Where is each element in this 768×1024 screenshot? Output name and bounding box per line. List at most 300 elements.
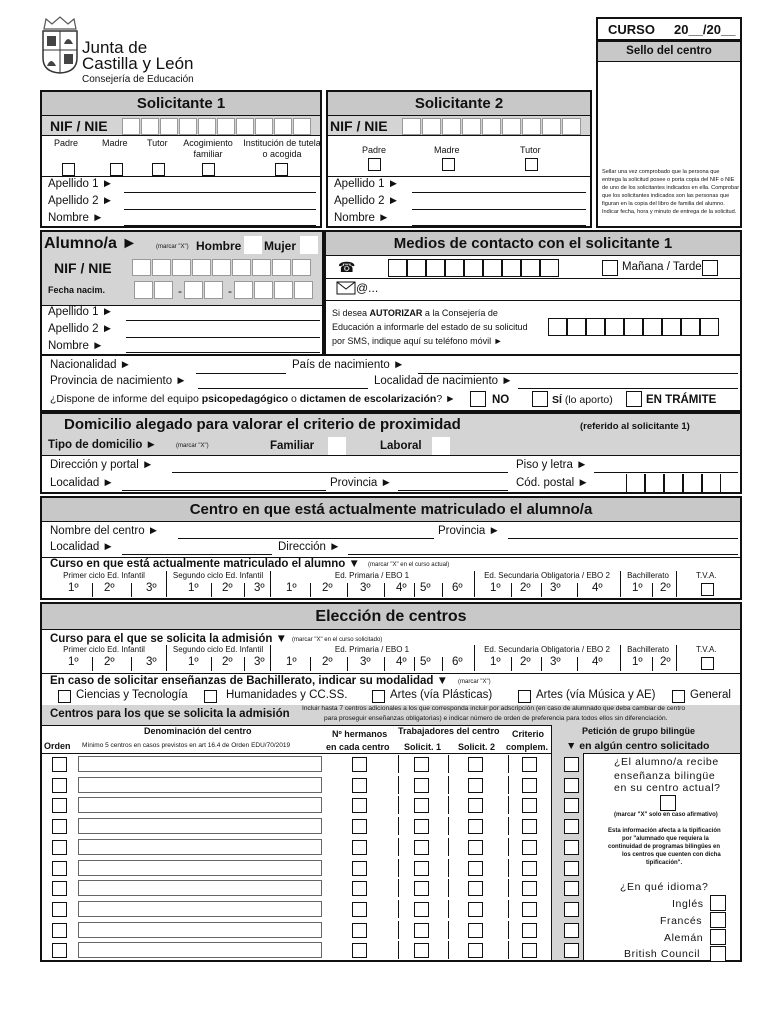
col-solicit-2: Solicit. 2	[458, 742, 496, 752]
solicit1-checkbox[interactable]	[414, 902, 429, 917]
localidad-field[interactable]	[122, 490, 326, 491]
sello-title: Sello del centro	[598, 42, 740, 62]
department: Consejería de Educación	[82, 74, 194, 85]
curso-option-g4-4[interactable]: 4º	[592, 582, 603, 594]
apellido2-label: Apellido 2 ►	[334, 195, 400, 207]
nif-cell[interactable]	[255, 118, 273, 135]
sms-phone-cell[interactable]	[681, 318, 700, 336]
role-tutor: Tutor	[520, 145, 541, 155]
nif-cell[interactable]	[274, 118, 292, 135]
curso-option-g3-4[interactable]: 4º	[396, 656, 407, 668]
curso-divider	[384, 583, 385, 597]
curso-option-g1-2[interactable]: 2º	[104, 582, 115, 594]
sms-phone-cell[interactable]	[586, 318, 605, 336]
nombre-field[interactable]	[412, 225, 586, 226]
localidad-field[interactable]	[122, 554, 272, 555]
curso-option-g2-1[interactable]: 1º	[188, 582, 199, 594]
divider	[398, 796, 399, 814]
nacimiento-section	[40, 356, 742, 412]
solicit2-checkbox[interactable]	[468, 923, 483, 938]
nif-cell[interactable]	[232, 259, 251, 276]
phone-cell[interactable]	[407, 259, 426, 277]
solicit2-checkbox[interactable]	[468, 943, 483, 958]
denominacion-field[interactable]	[78, 901, 322, 917]
idioma-question: ¿En qué idioma?	[620, 881, 709, 893]
piso-label: Piso y letra ►	[516, 459, 588, 471]
provincia-field[interactable]	[508, 538, 738, 539]
localidad-nacimiento-field[interactable]	[518, 388, 738, 389]
solicit2-checkbox[interactable]	[468, 881, 483, 896]
curso-divider	[511, 657, 512, 671]
sms-phone-cell[interactable]	[548, 318, 567, 336]
orden-checkbox[interactable]	[52, 923, 67, 938]
solicit2-checkbox[interactable]	[468, 757, 483, 772]
denominacion-field[interactable]	[78, 756, 322, 772]
solicit2-checkbox[interactable]	[468, 819, 483, 834]
bilingue-question-1: ¿El alumno/a recibe	[614, 756, 719, 768]
fecha-cell[interactable]	[274, 281, 293, 299]
col-hermanos: Nº hermanos	[332, 729, 388, 739]
checkbox-informe-no[interactable]	[470, 391, 486, 407]
phone-cell[interactable]	[445, 259, 464, 277]
fecha-cell[interactable]	[184, 281, 203, 299]
pais-field[interactable]	[418, 373, 738, 374]
divider	[448, 838, 449, 856]
nif-cell[interactable]	[122, 118, 140, 135]
nif-cell[interactable]	[562, 118, 581, 135]
hermanos-checkbox[interactable]	[352, 902, 367, 917]
curso-option-g3-6[interactable]: 6º	[452, 582, 463, 594]
manana-tarde-label: Mañana / Tarde	[622, 261, 702, 273]
nif-cell[interactable]	[462, 118, 481, 135]
nif-cell[interactable]	[402, 118, 421, 135]
solicit1-checkbox[interactable]	[414, 861, 429, 876]
email-field[interactable]: @...	[356, 281, 379, 295]
cp-cell[interactable]	[645, 474, 664, 492]
orden-checkbox[interactable]	[52, 902, 67, 917]
solicit1-checkbox[interactable]	[414, 840, 429, 855]
curso-option-g1-1[interactable]: 1º	[68, 582, 79, 594]
hermanos-checkbox[interactable]	[352, 819, 367, 834]
peticion-bilingue-checkbox[interactable]	[564, 798, 579, 813]
apellido1-field[interactable]	[412, 192, 586, 193]
denominacion-field[interactable]	[78, 839, 322, 855]
solicit1-checkbox[interactable]	[414, 943, 429, 958]
checkbox-bilingue-actual[interactable]	[660, 795, 676, 811]
nif-cell[interactable]	[160, 118, 178, 135]
curso-option-g3-5[interactable]: 5º	[420, 656, 431, 668]
informe-question: ¿Dispone de informe del equipo psicopedagógico o dictamen de escolarización? ►	[50, 393, 456, 405]
peticion-bilingue-checkbox[interactable]	[564, 757, 579, 772]
curso-box	[596, 17, 742, 41]
hermanos-checkbox[interactable]	[352, 943, 367, 958]
curso-divider	[310, 583, 311, 597]
curso-option-g4-3[interactable]: 3º	[550, 656, 561, 668]
solicit1-checkbox[interactable]	[414, 819, 429, 834]
col-hermanos-2: en cada centro	[326, 742, 390, 752]
checkbox-madre[interactable]	[110, 163, 123, 176]
curso-option-g3-2[interactable]: 2º	[322, 656, 333, 668]
curso-option-g5-2[interactable]: 2º	[660, 582, 671, 594]
sms-phone-cell[interactable]	[662, 318, 681, 336]
curso-option-g5-1[interactable]: 1º	[632, 656, 643, 668]
checkbox-tva[interactable]	[701, 583, 714, 596]
curso-option-g4-4[interactable]: 4º	[592, 656, 603, 668]
date-sep-2: -	[228, 284, 232, 298]
nacionalidad-label: Nacionalidad ►	[50, 359, 132, 371]
phone-cell[interactable]	[483, 259, 502, 277]
nif-cell[interactable]	[252, 259, 271, 276]
nombre-centro-field[interactable]	[178, 538, 434, 539]
phone-cell[interactable]	[521, 259, 540, 277]
checkbox-padre[interactable]	[368, 158, 381, 171]
checkbox-madre[interactable]	[442, 158, 455, 171]
modalidad-ciencias: Ciencias y Tecnología	[76, 689, 188, 701]
divider	[398, 776, 399, 794]
coat-of-arms-icon	[42, 30, 78, 74]
nif-cell[interactable]	[179, 118, 197, 135]
orden-checkbox[interactable]	[52, 840, 67, 855]
checkbox-aleman[interactable]	[710, 929, 726, 945]
nif-cell[interactable]	[236, 118, 254, 135]
nif-cell[interactable]	[192, 259, 211, 276]
checkbox-tutor[interactable]	[152, 163, 165, 176]
checkbox-artes-musica[interactable]	[518, 690, 531, 703]
idioma-aleman: Alemán	[664, 932, 704, 944]
apellido1-label: Apellido 1 ►	[48, 306, 114, 318]
nif-cell[interactable]	[293, 118, 311, 135]
criterio-checkbox[interactable]	[522, 778, 537, 793]
curso-divider	[652, 583, 653, 597]
solicit1-checkbox[interactable]	[414, 798, 429, 813]
peticion-bilingue-checkbox[interactable]	[564, 778, 579, 793]
bachillerato-label: En caso de solicitar enseñanzas de Bachillerato, indicar su modalidad ▼	[50, 675, 449, 687]
curso-option-g3-2[interactable]: 2º	[322, 582, 333, 594]
checkbox-ciencias[interactable]	[58, 690, 71, 703]
domicilio-subtitle: (referido al solicitante 1)	[580, 421, 690, 432]
bilingue-info-4: los centros que cuenten con dicha	[622, 852, 721, 858]
curso-option-g3-1[interactable]: 1º	[286, 582, 297, 594]
sello-instructions: Sellar una vez comprobado que la persona que entrega la solicitud posee o porta copia del NIF o NIE de uno de los solicitantes indicados en ella. Comprobar que los solicitantes indicados son las personas que figuran en la copia del libro de familia del alumno. Indicar fecha, hora y minuto de entrega de la solicitud.	[602, 169, 740, 215]
checkbox-informe-si[interactable]	[532, 391, 548, 407]
curso-divider	[541, 657, 542, 671]
orden-checkbox[interactable]	[52, 819, 67, 834]
sms-phone-cell[interactable]	[605, 318, 624, 336]
tva-label: T.V.A.	[696, 571, 717, 580]
nombre-label: Nombre ►	[48, 340, 104, 352]
hermanos-checkbox[interactable]	[352, 861, 367, 876]
checkbox-general[interactable]	[672, 690, 685, 703]
curso-option-g3-1[interactable]: 1º	[286, 656, 297, 668]
cp-cell[interactable]	[683, 474, 702, 492]
fecha-cell[interactable]	[134, 281, 153, 299]
curso-option-g1-3[interactable]: 3º	[146, 582, 157, 594]
hermanos-checkbox[interactable]	[352, 778, 367, 793]
denominacion-field[interactable]	[78, 818, 322, 834]
checkbox-humanidades[interactable]	[204, 690, 217, 703]
nif-cell[interactable]	[292, 259, 311, 276]
sms-text-line3: por SMS, indique aquí su teléfono móvil ►	[332, 336, 503, 346]
cp-cell[interactable]	[626, 474, 645, 492]
curso-divider	[211, 657, 212, 671]
col-criterio-2: complem.	[506, 742, 549, 752]
phone-cell[interactable]	[502, 259, 521, 277]
role-tutor: Tutor	[147, 138, 168, 148]
cp-cell[interactable]	[702, 474, 721, 492]
criterio-checkbox[interactable]	[522, 840, 537, 855]
checkbox-familiar[interactable]	[328, 437, 346, 455]
denominacion-field[interactable]	[78, 777, 322, 793]
phone-cell[interactable]	[426, 259, 445, 277]
nif-cell[interactable]	[152, 259, 171, 276]
sms-phone-cell[interactable]	[624, 318, 643, 336]
hermanos-checkbox[interactable]	[352, 840, 367, 855]
curso-option-g5-2[interactable]: 2º	[660, 656, 671, 668]
modalidad-artes-musica: Artes (vía Música y AE)	[536, 689, 656, 701]
role-padre: Padre	[54, 138, 79, 148]
checkbox-hombre[interactable]	[244, 236, 262, 254]
phone-cell[interactable]	[388, 259, 407, 277]
checkbox-institucion[interactable]	[275, 163, 288, 176]
peticion-bilingue-checkbox[interactable]	[564, 902, 579, 917]
checkbox-frances[interactable]	[710, 912, 726, 928]
denominacion-field[interactable]	[78, 922, 322, 938]
nacionalidad-field[interactable]	[196, 373, 286, 374]
curso-divider	[541, 583, 542, 597]
hermanos-checkbox[interactable]	[352, 881, 367, 896]
curso-option-g1-2[interactable]: 2º	[104, 656, 115, 668]
criterio-checkbox[interactable]	[522, 881, 537, 896]
divider	[448, 776, 449, 794]
domicilio-section	[40, 412, 742, 494]
nif-cell[interactable]	[422, 118, 441, 135]
nif-cell[interactable]	[198, 118, 216, 135]
criterio-checkbox[interactable]	[522, 861, 537, 876]
curso-value[interactable]: 20__/20__	[674, 22, 736, 37]
curso-divider	[244, 583, 245, 597]
localidad-label: Localidad ►	[50, 541, 114, 553]
curso-option-g4-1[interactable]: 1º	[490, 656, 501, 668]
col-criterio: Criterio	[512, 729, 545, 739]
divider	[398, 879, 399, 897]
curso-option-g2-3[interactable]: 3º	[254, 656, 265, 668]
nif-cell[interactable]	[132, 259, 151, 276]
solicit2-checkbox[interactable]	[468, 778, 483, 793]
hermanos-checkbox[interactable]	[352, 923, 367, 938]
direccion-label: Dirección y portal ►	[50, 459, 154, 471]
phone-cell[interactable]	[464, 259, 483, 277]
curso-option-g2-2[interactable]: 2º	[222, 582, 233, 594]
sello-box	[596, 40, 742, 228]
criterio-checkbox[interactable]	[522, 943, 537, 958]
direccion-field[interactable]	[172, 472, 508, 473]
checkbox-mujer[interactable]	[300, 236, 318, 254]
role-padre: Padre	[362, 145, 387, 155]
peticion-bilingue-checkbox[interactable]	[564, 840, 579, 855]
solicit2-checkbox[interactable]	[468, 798, 483, 813]
tva-label: T.V.A.	[696, 645, 717, 654]
mujer-label: Mujer	[264, 239, 297, 253]
nif-cell[interactable]	[272, 259, 291, 276]
alumno-section	[40, 230, 324, 356]
criterio-checkbox[interactable]	[522, 902, 537, 917]
checkbox-ingles[interactable]	[710, 895, 726, 911]
nif-cell[interactable]	[482, 118, 501, 135]
checkbox-informe-tramite[interactable]	[626, 391, 642, 407]
nombre-label: Nombre ►	[334, 212, 390, 224]
hermanos-checkbox[interactable]	[352, 757, 367, 772]
nif-cell[interactable]	[442, 118, 461, 135]
curso-divider	[211, 583, 212, 597]
nif-cell[interactable]	[212, 259, 231, 276]
cp-cell[interactable]	[664, 474, 683, 492]
denominacion-field[interactable]	[78, 797, 322, 813]
nif-cell[interactable]	[522, 118, 541, 135]
col-trabajadores: Trabajadores del centro	[398, 726, 500, 736]
nif-cell[interactable]	[542, 118, 561, 135]
checkbox-tutor[interactable]	[525, 158, 538, 171]
curso-option-g1-1[interactable]: 1º	[68, 656, 79, 668]
nif-cell[interactable]	[217, 118, 235, 135]
orden-checkbox[interactable]	[52, 943, 67, 958]
curso-option-g4-2[interactable]: 2º	[520, 582, 531, 594]
sms-phone-cell[interactable]	[567, 318, 586, 336]
fecha-cell[interactable]	[234, 281, 253, 299]
nivel-divider	[676, 571, 677, 597]
eleccion-section	[40, 602, 742, 962]
divider	[508, 838, 509, 856]
curso-option-g3-4[interactable]: 4º	[396, 582, 407, 594]
idioma-british: British Council	[624, 948, 701, 960]
fecha-cell[interactable]	[204, 281, 223, 299]
orden-checkbox[interactable]	[52, 881, 67, 896]
divider	[448, 796, 449, 814]
fecha-cell[interactable]	[294, 281, 313, 299]
apellido2-field[interactable]	[126, 337, 320, 338]
solicit1-checkbox[interactable]	[414, 778, 429, 793]
phone-cell[interactable]	[540, 259, 559, 277]
nivel-group-g4: Ed. Secundaria Obligatoria / EBO 2	[484, 645, 610, 654]
sms-phone-cell[interactable]	[643, 318, 662, 336]
denominacion-field[interactable]	[78, 942, 322, 958]
curso-option-g2-2[interactable]: 2º	[222, 656, 233, 668]
peticion-bilingue-checkbox[interactable]	[564, 861, 579, 876]
centro-actual-section	[40, 496, 742, 600]
divider	[508, 941, 509, 959]
orden-checkbox[interactable]	[52, 798, 67, 813]
solicit2-checkbox[interactable]	[468, 902, 483, 917]
peticion-bilingue-checkbox[interactable]	[564, 943, 579, 958]
curso-option-g4-3[interactable]: 3º	[550, 582, 561, 594]
informe-tramite-label: EN TRÁMITE	[646, 394, 717, 406]
orden-checkbox[interactable]	[52, 861, 67, 876]
hermanos-checkbox[interactable]	[352, 798, 367, 813]
curso-option-g4-2[interactable]: 2º	[520, 656, 531, 668]
bilingue-info-2: por "alumnado que requiera la	[622, 836, 709, 842]
apellido2-field[interactable]	[412, 209, 586, 210]
curso-option-g1-3[interactable]: 3º	[146, 656, 157, 668]
nivel-group-g1: Primer ciclo Ed. Infantil	[63, 645, 145, 654]
curso-option-g3-3[interactable]: 3º	[360, 582, 371, 594]
nombre-field[interactable]	[124, 225, 316, 226]
solicit1-checkbox[interactable]	[414, 757, 429, 772]
denominacion-field[interactable]	[78, 860, 322, 876]
checkbox-laboral[interactable]	[432, 437, 450, 455]
checkbox-acogimiento[interactable]	[202, 163, 215, 176]
orden-checkbox[interactable]	[52, 757, 67, 772]
criterio-checkbox[interactable]	[522, 757, 537, 772]
criterio-checkbox[interactable]	[522, 819, 537, 834]
piso-field[interactable]	[594, 472, 738, 473]
peticion-bilingue-checkbox[interactable]	[564, 881, 579, 896]
modalidad-humanidades: Humanidades y CC.SS.	[226, 689, 348, 701]
curso-option-g3-6[interactable]: 6º	[452, 656, 463, 668]
checkbox-british[interactable]	[710, 946, 726, 962]
role-madre: Madre	[434, 145, 460, 155]
fecha-cell[interactable]	[154, 281, 173, 299]
nivel-group-g4: Ed. Secundaria Obligatoria / EBO 2	[484, 571, 610, 580]
nombre-field[interactable]	[126, 352, 320, 353]
checkbox-tarde[interactable]	[702, 260, 718, 276]
curso-option-g2-1[interactable]: 1º	[188, 656, 199, 668]
provincia-nacimiento-field[interactable]	[198, 388, 368, 389]
col-solicit-1: Solicit. 1	[404, 742, 442, 752]
sms-phone-cell[interactable]	[700, 318, 719, 336]
checkbox-manana[interactable]	[602, 260, 618, 276]
checkbox-artes-plasticas[interactable]	[372, 690, 385, 703]
divider	[398, 921, 399, 939]
col-peticion-bilingue: Petición de grupo bilingüe	[582, 726, 696, 736]
apellido1-field[interactable]	[126, 320, 320, 321]
curso-option-g5-1[interactable]: 1º	[632, 582, 643, 594]
idioma-frances: Francés	[660, 915, 703, 927]
curso-option-g3-3[interactable]: 3º	[360, 656, 371, 668]
criterio-checkbox[interactable]	[522, 798, 537, 813]
solicit2-checkbox[interactable]	[468, 840, 483, 855]
nif-cell[interactable]	[502, 118, 521, 135]
denominacion-field[interactable]	[78, 880, 322, 896]
fecha-cell[interactable]	[254, 281, 273, 299]
direccion-field[interactable]	[348, 554, 738, 555]
date-sep-1: -	[178, 284, 182, 298]
peticion-bilingue-checkbox[interactable]	[564, 819, 579, 834]
curso-divider	[652, 657, 653, 671]
curso-divider	[414, 657, 415, 671]
curso-option-g3-5[interactable]: 5º	[420, 582, 431, 594]
provincia-field[interactable]	[398, 490, 508, 491]
nivel-group-g2: Segundo ciclo Ed. Infantil	[172, 571, 264, 580]
logo	[40, 16, 210, 88]
peticion-bilingue-checkbox[interactable]	[564, 923, 579, 938]
checkbox-tva[interactable]	[701, 657, 714, 670]
solicit2-checkbox[interactable]	[468, 861, 483, 876]
contacto-section	[324, 230, 742, 356]
nif-cell[interactable]	[172, 259, 191, 276]
checkbox-padre[interactable]	[62, 163, 75, 176]
curso-option-g4-1[interactable]: 1º	[490, 582, 501, 594]
criterio-checkbox[interactable]	[522, 923, 537, 938]
solicit1-checkbox[interactable]	[414, 923, 429, 938]
curso-option-g2-3[interactable]: 3º	[254, 582, 265, 594]
bachillerato-hint: (marcar "X")	[458, 679, 491, 685]
apellido2-field[interactable]	[124, 209, 316, 210]
sms-text-line1: Si desea AUTORIZAR a la Consejería de	[332, 308, 498, 318]
orden-checkbox[interactable]	[52, 778, 67, 793]
solicit1-checkbox[interactable]	[414, 881, 429, 896]
nif-cell[interactable]	[141, 118, 159, 135]
apellido1-field[interactable]	[124, 192, 316, 193]
curso-divider	[414, 583, 415, 597]
